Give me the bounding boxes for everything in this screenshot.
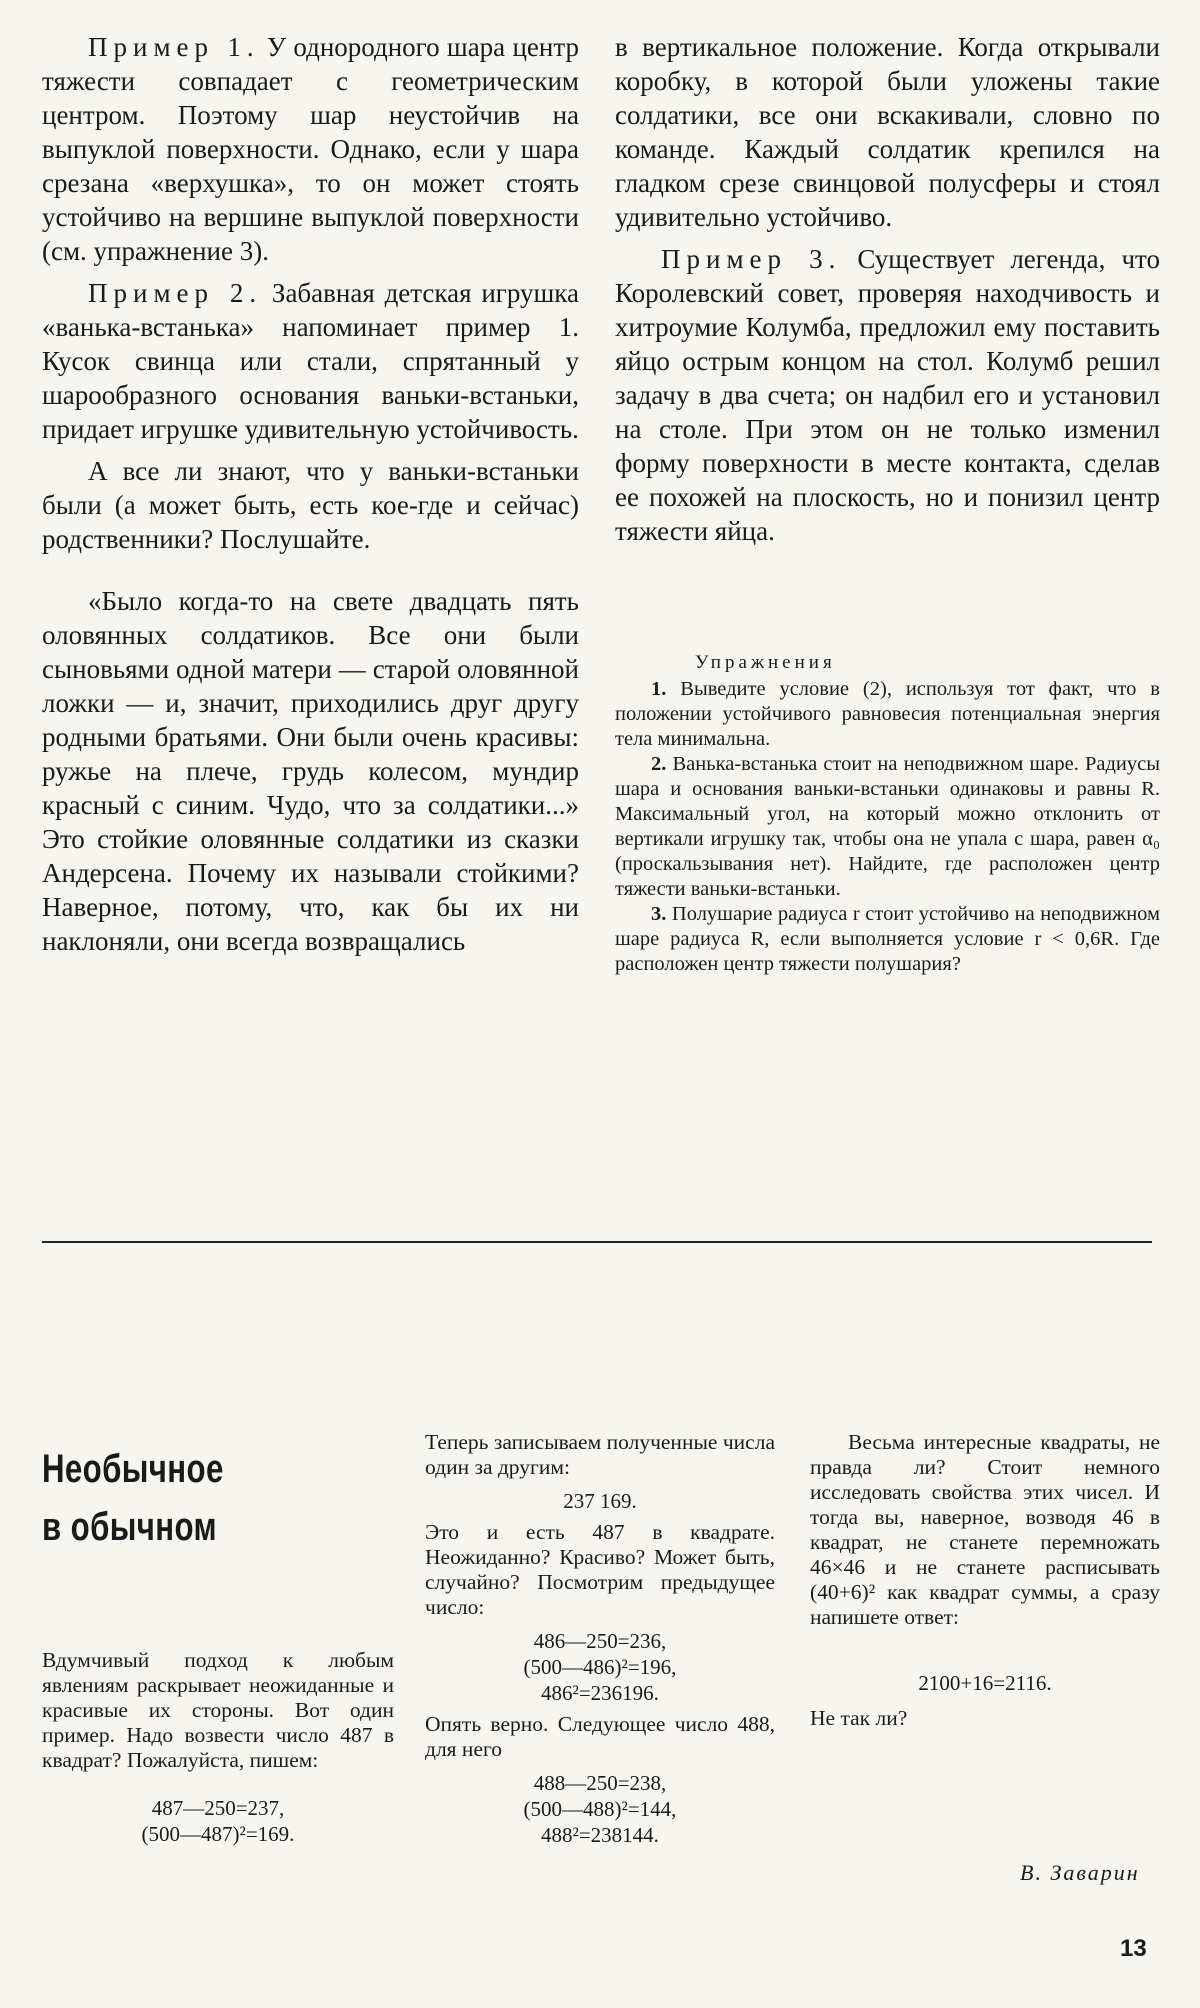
formula: 488—250=238,: [533, 1771, 667, 1795]
paragraph-tin-soldiers: «Было когда-то на свете двадцать пять оловянных солдатиков. Все они были сыновьями одной матери — старой оловянной ложки — и, значит, приходились друг другу родными братьями. Они были очень красивы: ружье на плече, грудь колесом, мундир красный с синим. Чудо, что за солдатики...» Это стойкие оловянные солдатики из сказки Андерсена. Почему их называли стойкими? Наверное, потому, что, как бы их ни наклоняли, они всегда возвращались: [42, 586, 579, 956]
article-heading: [42, 1440, 224, 1556]
heading-line-1: Необычное: [42, 1447, 224, 1491]
example-2-text: Забавная детская игрушка «ванька-встанька» напоминает пример 1. Кусок свинца или стали, спрятанный у шарообразного основания ваньки-встаньки, придает игрушке удивительную устойчивость.: [42, 278, 579, 444]
formula: 488²=238144.: [541, 1823, 659, 1847]
text-block: Не так ли?: [810, 1706, 908, 1730]
formula: 487—250=237,: [151, 1796, 285, 1820]
example-1-text: У однородного шара центр тяжести совпадает с геометрическим центром. Поэтому шар неустойчив на выпуклой поверхности. Однако, если у шара срезана «верхушка», то он может стоять устойчиво на вершине выпуклой поверхности (см. упражнение 3).: [42, 32, 579, 266]
author-signature: В. Заварин: [1020, 1860, 1140, 1885]
paragraph-example-3: [615, 242, 1160, 548]
formula: (500—486)²=196,: [523, 1655, 677, 1679]
exercise-text: Полушарие радиуса r стоит устойчиво на неподвижном шаре радиуса R, если выполняется условие r < 0,6R. Где расположен центр тяжести полушария?: [615, 903, 1161, 975]
article-column-3: [810, 1430, 1160, 1731]
example-3-text: Существует легенда, что Королевский совет, проверяя находчивость и хитроумие Колумба, предложил ему поставить яйцо острым концом на стол. Колумб решил задачу в два счета; он надбил его и установил на столе. При этом он не только изменил форму поверхности в месте контакта, сделав ее похожей на плоскость, но и понизил центр тяжести яйца.: [615, 244, 1160, 546]
intro-text: Вдумчивый подход к любым явлениям раскрывает неожиданные и красивые их стороны. Вот один пример. Надо возвести число 487 в квадрат? Пожалуйста, пишем:: [42, 1648, 394, 1772]
paragraph-relatives: А все ли знают, что у ваньки-встаньки были (а может быть, есть кое-где и сейчас) родственники? Послушайте.: [42, 456, 579, 554]
article-column-2: [425, 1430, 775, 1848]
example-2-label: Пример 2.: [88, 278, 263, 308]
page-number: 13: [1120, 1935, 1147, 1962]
example-3-label: Пример 3.: [661, 244, 842, 274]
formula: 2100+16=2116.: [918, 1671, 1052, 1695]
text-block: Весьма интересные квадраты, не правда ли? Стоит немного исследовать свойства этих чисел. И тогда вы, наверное, возводя 46 в квадрат, не станете перемножать 46×46 и не станете расписывать (40+6)² как квадрат суммы, а сразу напишете ответ:: [810, 1430, 1160, 1629]
exercise-number: 3.: [651, 903, 667, 925]
left-column: [42, 30, 579, 966]
formula: 486—250=236,: [533, 1629, 667, 1653]
exercise-number: 2.: [651, 753, 667, 775]
formula: (500—488)²=144,: [523, 1797, 677, 1821]
exercise-number: 1.: [651, 678, 667, 700]
exercise-item: [615, 752, 1160, 902]
exercise-text: Выведите условие (2), используя тот факт, что в положении устойчивого равновесия потенциальная энергия тела минимальна.: [615, 678, 1160, 750]
text-block: Теперь записываем полученные числа один за другим:: [425, 1430, 775, 1479]
formula: (500—487)²=169.: [141, 1822, 295, 1846]
formula: 237 169.: [563, 1489, 637, 1513]
exercise-item: [615, 677, 1160, 752]
exercises-block: [615, 650, 1160, 977]
exercises-title: Упражнения: [695, 652, 836, 673]
heading-line-2: в обычном: [42, 1505, 218, 1549]
formula: 486²=236196.: [541, 1681, 659, 1705]
section-divider: [42, 1241, 1152, 1243]
paragraph-example-2: [42, 276, 579, 446]
example-1-label: Пример 1.: [88, 32, 260, 62]
paragraph-example-1: [42, 30, 579, 268]
right-column: [615, 30, 1160, 556]
paragraph-soldiers-continued: в вертикальное положение. Когда открывали коробку, в которой были уложены такие солдатики, все они вскакивали, словно по команде. Каждый солдатик крепился на гладком срезе свинцовой полусферы и стоял удивительно устойчиво.: [615, 32, 1160, 232]
exercise-text: Ванька-встанька стоит на неподвижном шаре. Радиусы шара и основания ваньки-встаньки одинаковы и равны R. Максимальный угол, на который можно отклонить от вертикали игрушку так, чтобы она не упала с шара, равен α₀ (проскальзывания нет). Найдите, где расположен центр тяжести ваньки-встаньки.: [615, 753, 1160, 900]
exercise-item: [615, 902, 1160, 977]
text-block: Это и есть 487 в квадрате. Неожиданно? Красиво? Может быть, случайно? Посмотрим предыдущее число:: [425, 1520, 775, 1619]
article-column-1: [42, 1648, 394, 1847]
text-block: Опять верно. Следующее число 488, для него: [425, 1712, 775, 1761]
